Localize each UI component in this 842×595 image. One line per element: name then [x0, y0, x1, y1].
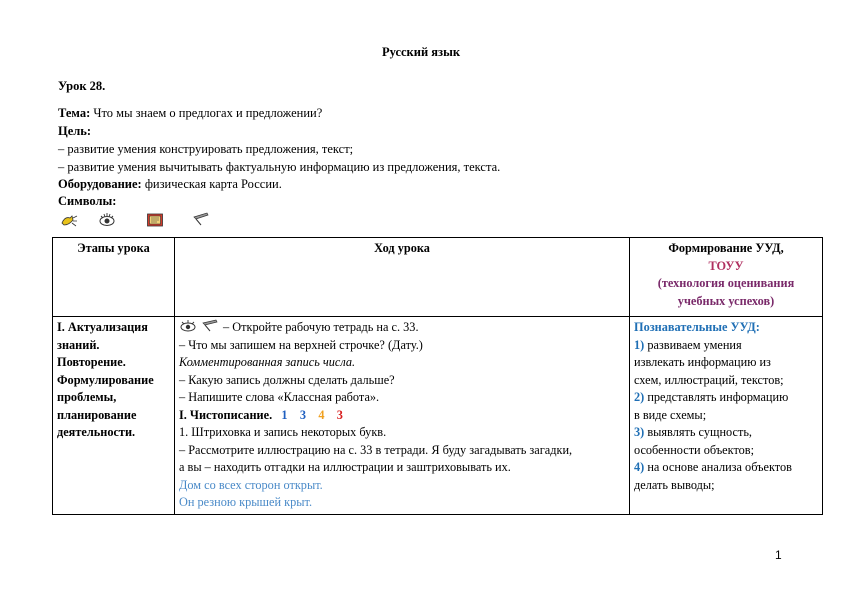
- course-line: 1. Штриховка и запись некоторых букв.: [179, 425, 387, 439]
- uud-text: представлять информацию: [644, 390, 789, 404]
- uud-num: 2): [634, 390, 645, 404]
- course-line: – Рассмотрите иллюстрацию на с. 33 в тетради. Я буду загадывать загадки,: [179, 442, 573, 457]
- riddle-line: Дом со всех сторон открыт.: [179, 477, 323, 492]
- table-header-row: [53, 238, 823, 317]
- uud-num: 1): [634, 337, 645, 352]
- stage-line: проблемы,: [57, 390, 117, 404]
- header-uud: [630, 238, 823, 317]
- uud-item: в виде схемы;: [634, 407, 707, 422]
- course-cell: [175, 317, 630, 515]
- course-line: Комментированная запись числа.: [179, 355, 356, 369]
- uud-item: делать выводы;: [634, 477, 715, 492]
- calligraphy-digit: 4: [318, 407, 325, 422]
- stage-line: Формулирование: [57, 372, 154, 387]
- uud-num: 4): [634, 460, 645, 474]
- uud-item: особенности объектов;: [634, 442, 755, 457]
- stage-line: знаний.: [57, 337, 100, 352]
- speaking-icon: [60, 211, 78, 229]
- eye-icon: [179, 319, 197, 333]
- lesson-table: [52, 237, 823, 515]
- header-stages: Этапы урока: [53, 238, 175, 317]
- uud-title: Познавательные УУД:: [634, 320, 760, 334]
- riddle-line: Он резною крышей крыт.: [179, 495, 313, 509]
- goal-label: Цель:: [58, 124, 92, 138]
- stage-line: Повторение.: [57, 355, 126, 369]
- calligraphy-line: [179, 407, 625, 425]
- stage-line: планирование: [57, 407, 137, 422]
- stage-cell: [53, 317, 175, 515]
- goal-item: – развитие умения конструировать предложения, текст;: [58, 142, 354, 156]
- course-line: [179, 319, 625, 337]
- course-text: – Откройте рабочую тетрадь на с. 33.: [223, 320, 419, 334]
- lesson-number: Урок 28.: [58, 79, 106, 93]
- header-course: Ход урока: [175, 238, 630, 317]
- subject-title: Русский язык: [381, 45, 461, 59]
- uud-item: [634, 459, 818, 477]
- course-line: а вы – находить отгадки на иллюстрации и заштриховывать их.: [179, 460, 511, 474]
- uud-item: [634, 389, 818, 407]
- topic-value: Что мы знаем о предлогах и предложении?: [90, 106, 323, 120]
- stage-line: I. Актуализация: [57, 320, 148, 334]
- calligraphy-digit: 3: [336, 407, 343, 422]
- equipment-value: физическая карта России.: [141, 177, 282, 191]
- calligraphy-digit: 1: [281, 407, 288, 422]
- equipment-label: Оборудование:: [58, 177, 142, 191]
- uud-num: 3): [634, 425, 645, 439]
- uud-item: [634, 424, 818, 442]
- calligraphy-label: I. Чистописание.: [179, 407, 273, 422]
- uud-text: на основе анализа объектов: [644, 460, 792, 474]
- uud-text: развиваем умения: [644, 337, 742, 352]
- book-icon: [146, 211, 164, 229]
- uud-text: выявлять сущность,: [644, 425, 753, 439]
- table-row: [53, 317, 823, 515]
- uud-item: схем, иллюстраций, текстов;: [634, 372, 784, 387]
- topic-label: Тема:: [58, 106, 91, 120]
- header-uud-line: Формирование УУД,: [668, 241, 784, 255]
- eye-icon: [98, 211, 116, 229]
- header-toyy: ТОУУ: [708, 258, 744, 273]
- course-line: – Какую запись должны сделать дальше?: [179, 372, 395, 387]
- stage-line: деятельности.: [57, 425, 136, 439]
- pencil-icon: [201, 319, 219, 333]
- course-line: – Что мы запишем на верхней строчке? (Дату.): [179, 337, 423, 352]
- header-technology: (технология оценивания: [657, 276, 795, 290]
- header-technology: учебных успехов): [677, 293, 775, 308]
- goal-item: – развитие умения вычитывать фактуальную информацию из предложения, текста.: [58, 160, 501, 174]
- uud-item: извлекать информацию из: [634, 355, 771, 369]
- uud-cell: [630, 317, 823, 515]
- topic-line: [58, 106, 322, 121]
- calligraphy-digit: 3: [299, 407, 307, 422]
- page-number: 1: [775, 548, 782, 562]
- symbols-label: Символы:: [58, 194, 117, 208]
- pencil-icon: [192, 211, 210, 229]
- uud-item: [634, 337, 818, 355]
- course-line: – Напишите слова «Классная работа».: [179, 390, 380, 404]
- equipment-line: [58, 177, 282, 192]
